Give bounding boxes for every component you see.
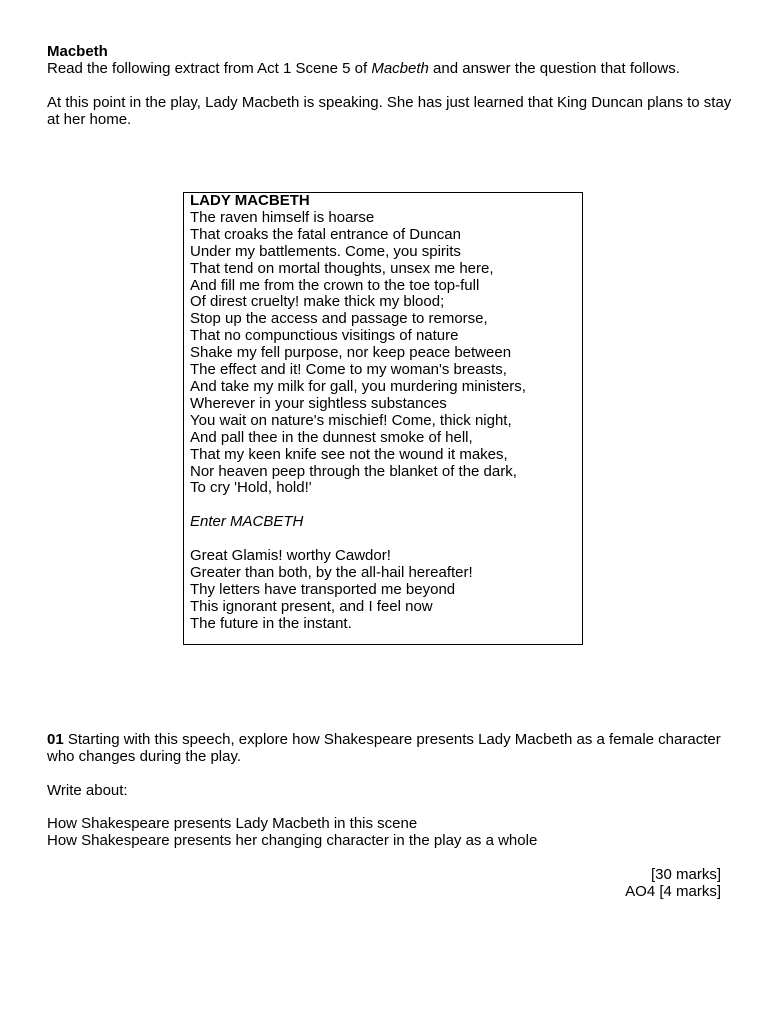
extract-box (183, 192, 583, 645)
question-body: Starting with this speech, explore how Shakespeare presents Lady Macbeth as a female character who changes during the play. (47, 731, 721, 765)
question-number: 01 (47, 731, 64, 748)
instruction-play-title: Macbeth (371, 60, 429, 77)
extract-line: Of direst cruelty! make thick my blood; (190, 293, 445, 311)
page-title: Macbeth (47, 43, 108, 60)
marks-block (625, 866, 721, 900)
extract-line: The effect and it! Come to my woman's breasts, (190, 361, 507, 379)
question-point: How Shakespeare presents Lady Macbeth in this scene (47, 815, 418, 832)
write-about-label: Write about: (47, 782, 128, 799)
extract-line: Stop up the access and passage to remorse, (190, 310, 488, 328)
instruction-text (47, 60, 680, 77)
extract-lines-part2 (190, 548, 576, 633)
extract-line: To cry 'Hold, hold!' (190, 479, 312, 497)
marks-ao4: AO4 [4 marks] (625, 883, 721, 900)
extract-line: The raven himself is hoarse (190, 208, 375, 226)
marks-total: [30 marks] (650, 866, 721, 883)
extract-line: And pall thee in the dunnest smoke of hell, (190, 428, 473, 446)
extract-line: This ignorant present, and I feel now (190, 597, 433, 615)
extract-lines-part1 (190, 210, 576, 497)
stage-direction: Enter MACBETH (190, 513, 304, 531)
extract-line: Greater than both, by the all-hail hereafter! (190, 564, 473, 582)
extract-line: The future in the instant. (190, 614, 352, 632)
extract-line: That croaks the fatal entrance of Duncan (190, 225, 461, 243)
extract-line: That my keen knife see not the wound it makes, (190, 445, 508, 463)
instruction-pre: Read the following extract from Act 1 Scene 5 of (47, 60, 372, 77)
extract-line: And fill me from the crown to the toe top-full (190, 276, 480, 294)
extract-line: Under my battlements. Come, you spirits (190, 242, 461, 260)
extract-line: That no compunctious visitings of nature (190, 327, 459, 345)
instruction-post: and answer the question that follows. (428, 60, 680, 77)
extract-line: Thy letters have transported me beyond (190, 581, 456, 599)
extract-line: You wait on nature's mischief! Come, thick night, (190, 411, 512, 429)
extract-line: That tend on mortal thoughts, unsex me here, (190, 259, 494, 277)
question-point: How Shakespeare presents her changing character in the play as a whole (47, 832, 538, 849)
extract-line: Wherever in your sightless substances (190, 394, 447, 412)
question-text (47, 731, 737, 765)
extract-line: Great Glamis! worthy Cawdor! (190, 547, 391, 565)
context-text: At this point in the play, Lady Macbeth is speaking. She has just learned that King Duncan plans to stay at her home. (47, 94, 732, 128)
extract-line: Shake my fell purpose, nor keep peace between (190, 344, 512, 362)
extract-line: And take my milk for gall, you murdering ministers, (190, 377, 526, 395)
extract-line: Nor heaven peep through the blanket of the dark, (190, 462, 517, 480)
speaker-name: LADY MACBETH (190, 192, 310, 209)
question-points (47, 815, 537, 849)
